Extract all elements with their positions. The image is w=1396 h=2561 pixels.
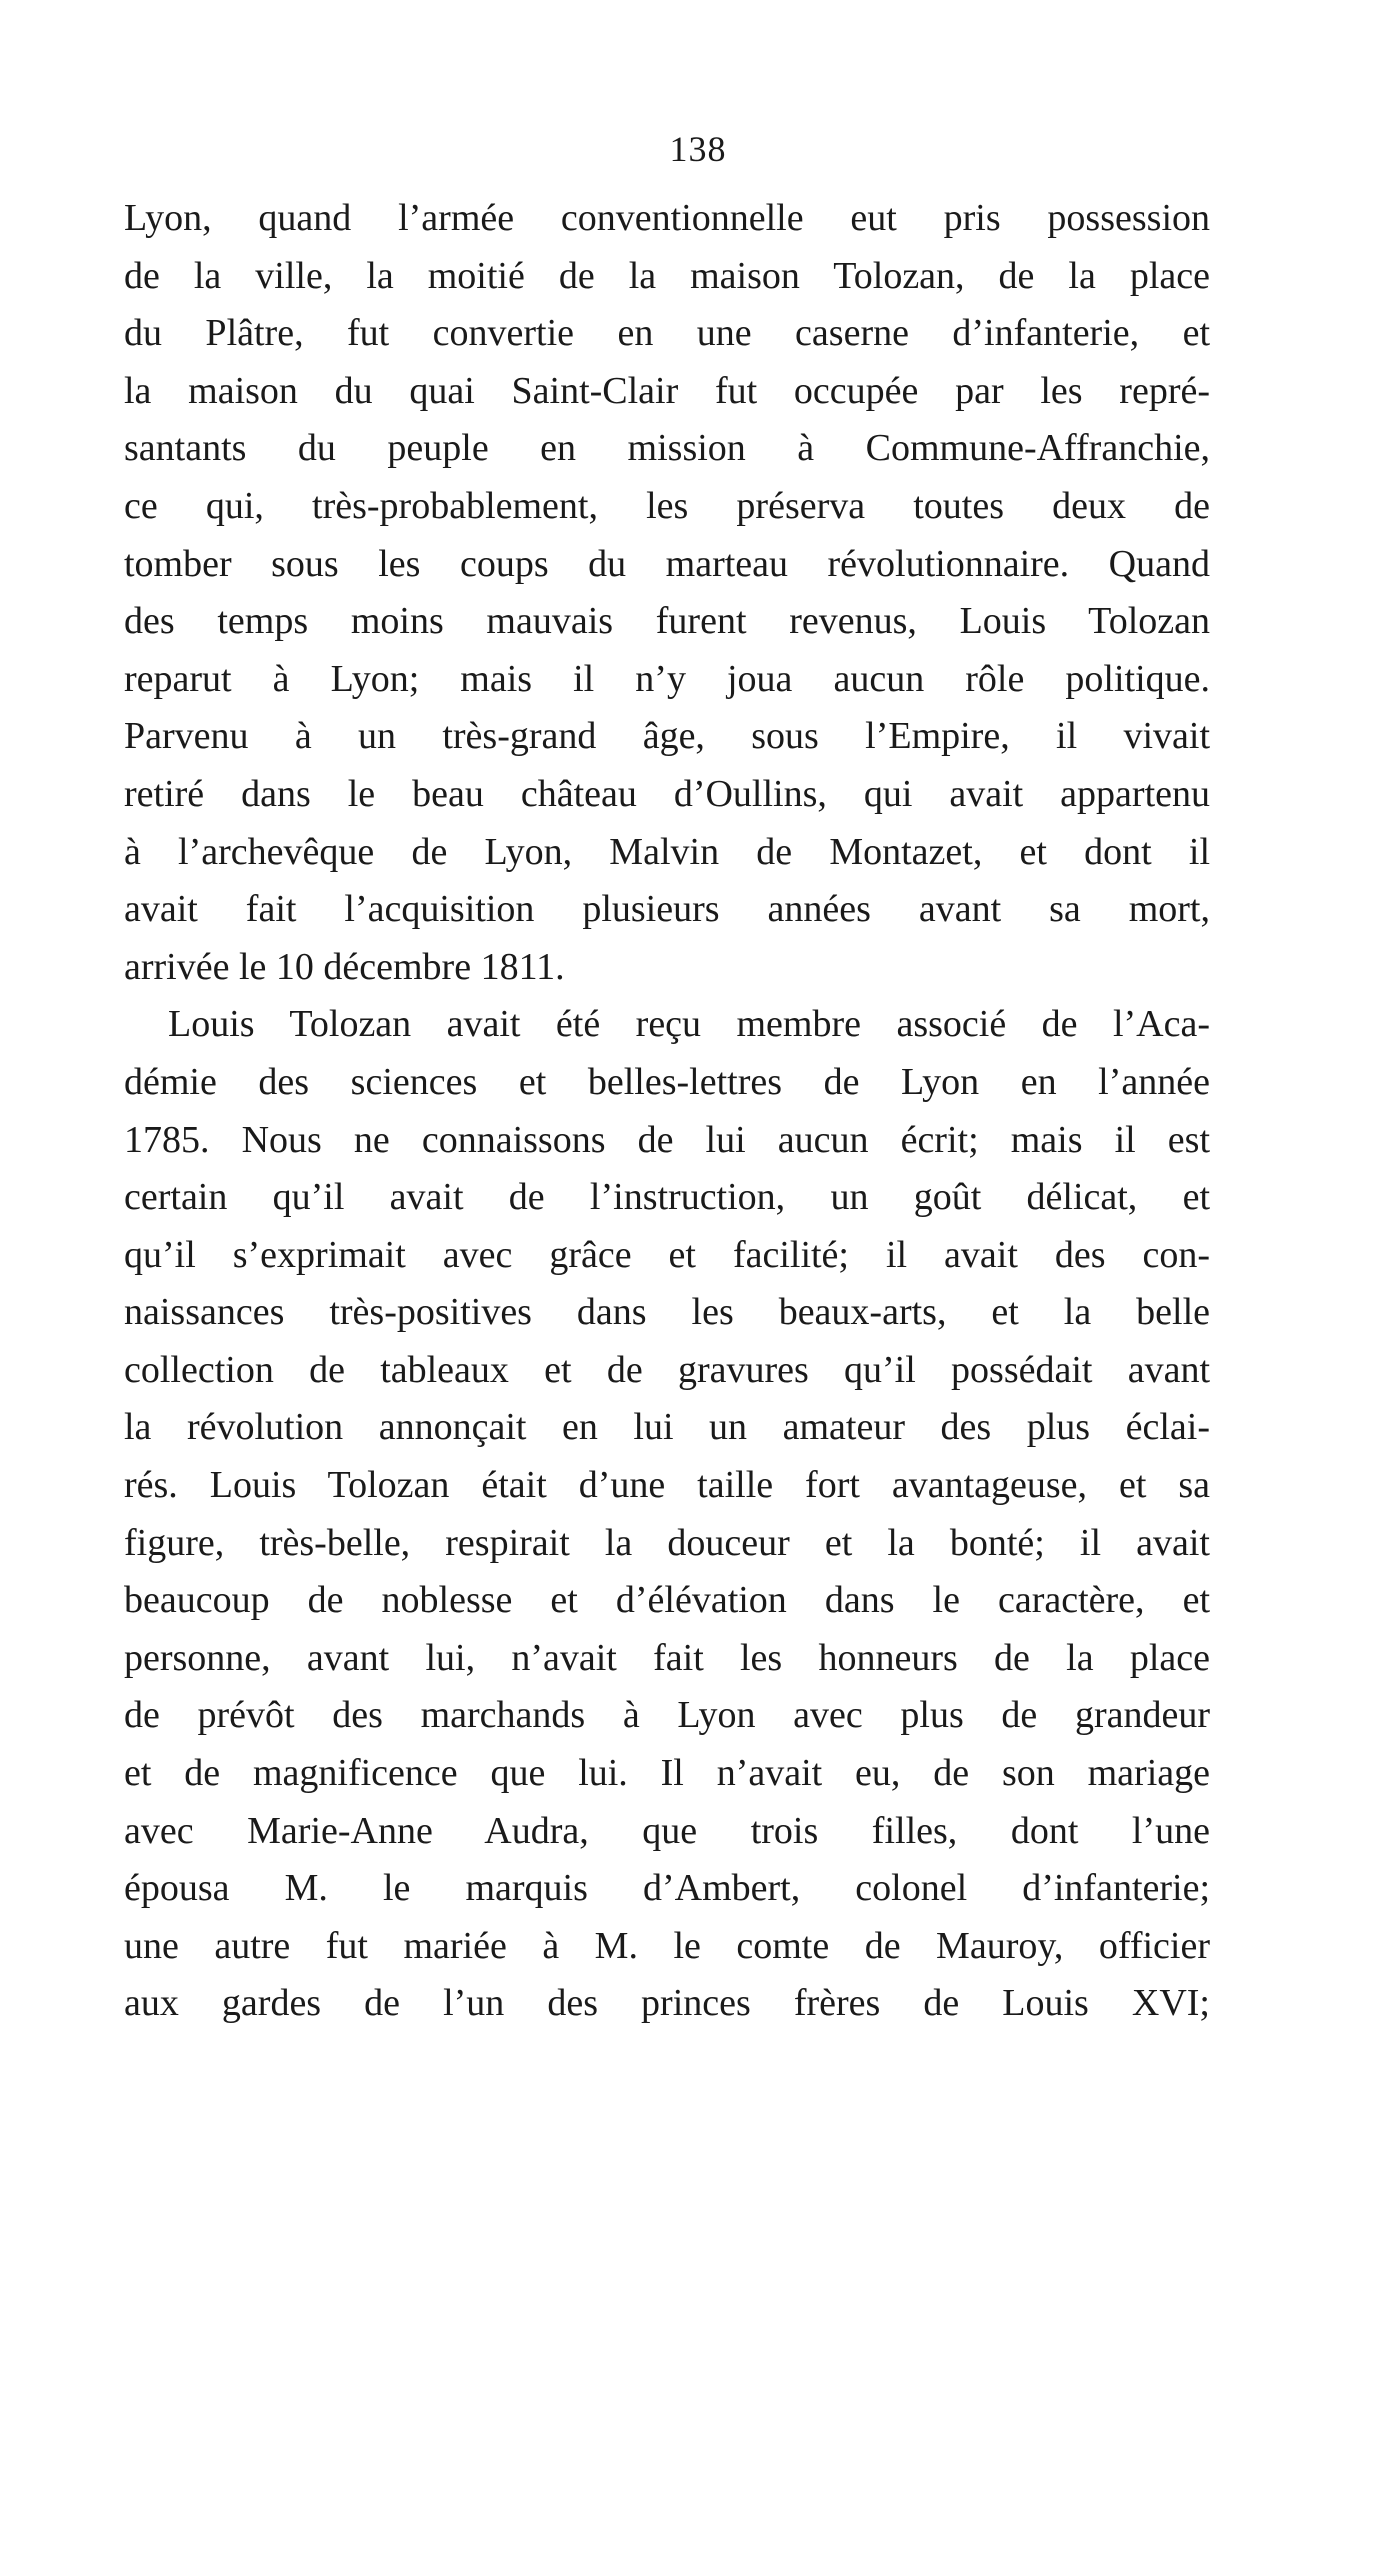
text-line: et de magnificence que lui. Il n’avait eu, de son mariage	[124, 1752, 1210, 1795]
page-number: 138	[669, 129, 727, 169]
paragraph-2	[124, 996, 1210, 2033]
text-line: ce qui, très-probablement, les préserva toutes deux de	[124, 484, 1210, 527]
paragraph-1	[124, 190, 1210, 996]
text-line: une autre fut mariée à M. le comte de Mauroy, officier	[124, 1924, 1210, 1967]
body-text	[124, 190, 1210, 2033]
text-line: à l’archevêque de Lyon, Malvin de Montazet, et dont il	[124, 830, 1210, 873]
text-line: reparut à Lyon; mais il n’y joua aucun rôle politique.	[124, 657, 1210, 700]
text-line: démie des sciences et belles-lettres de Lyon en l’année	[124, 1060, 1210, 1103]
text-line: des temps moins mauvais furent revenus, Louis Tolozan	[124, 600, 1210, 643]
text-line: rés. Louis Tolozan était d’une taille fort avantageuse, et sa	[124, 1464, 1210, 1507]
text-line: aux gardes de l’un des princes frères de Louis XVI;	[124, 1982, 1210, 2025]
text-line: Louis Tolozan avait été reçu membre associé de l’Aca-	[168, 1003, 1210, 1046]
text-line: épousa M. le marquis d’Ambert, colonel d’infanterie;	[124, 1867, 1210, 1910]
text-line: beaucoup de noblesse et d’élévation dans le caractère, et	[124, 1579, 1210, 1622]
text-line: certain qu’il avait de l’instruction, un goût délicat, et	[124, 1176, 1210, 1219]
text-line: avait fait l’acquisition plusieurs années avant sa mort,	[124, 888, 1210, 931]
text-line: Parvenu à un très-grand âge, sous l’Empire, il vivait	[124, 715, 1210, 758]
text-line: figure, très-belle, respirait la douceur et la bonté; il avait	[124, 1521, 1210, 1564]
text-line: tomber sous les coups du marteau révolutionnaire. Quand	[124, 542, 1210, 585]
text-line: santants du peuple en mission à Commune-Affranchie,	[124, 427, 1210, 470]
text-line: retiré dans le beau château d’Oullins, qui avait appartenu	[124, 772, 1210, 815]
text-line: arrivée le 10 décembre 1811.	[124, 945, 565, 988]
text-line: qu’il s’exprimait avec grâce et facilité; il avait des con-	[124, 1233, 1210, 1276]
text-line: de prévôt des marchands à Lyon avec plus de grandeur	[124, 1694, 1210, 1737]
text-line: la maison du quai Saint-Clair fut occupée par les repré-	[124, 369, 1210, 412]
text-line: du Plâtre, fut convertie en une caserne d’infanterie, et	[124, 312, 1210, 355]
text-line: naissances très-positives dans les beaux-arts, et la belle	[124, 1291, 1210, 1334]
text-line: de la ville, la moitié de la maison Tolozan, de la place	[124, 254, 1210, 297]
text-line: 1785. Nous ne connaissons de lui aucun écrit; mais il est	[124, 1118, 1210, 1161]
text-line: avec Marie-Anne Audra, que trois filles, dont l’une	[124, 1809, 1210, 1852]
text-line: Lyon, quand l’armée conventionnelle eut pris possession	[124, 197, 1210, 239]
text-line: personne, avant lui, n’avait fait les honneurs de la place	[124, 1636, 1210, 1679]
text-line: collection de tableaux et de gravures qu’il possédait avant	[124, 1348, 1210, 1391]
text-line: la révolution annonçait en lui un amateur des plus éclai-	[124, 1406, 1210, 1449]
